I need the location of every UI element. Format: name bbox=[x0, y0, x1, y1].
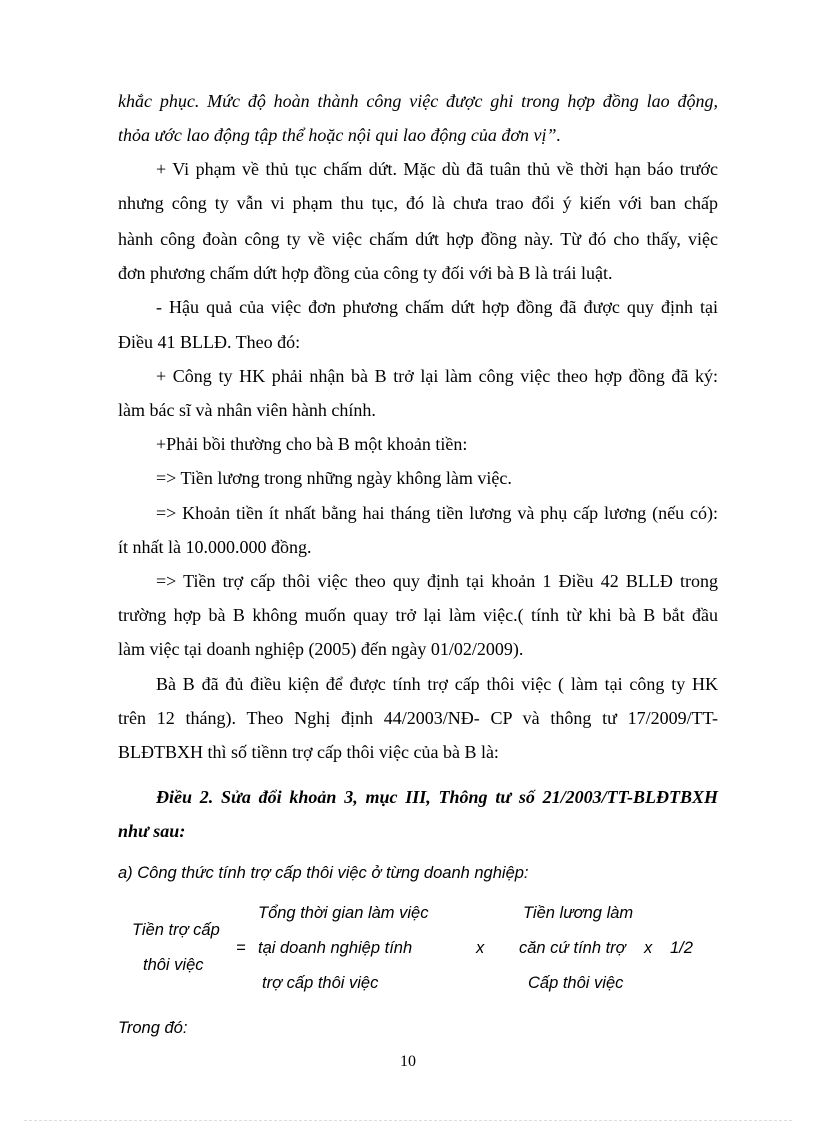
paragraph-line: => Tiền lương trong những ngày không làm việc. bbox=[156, 468, 512, 488]
paragraph-line: BLĐTBXH thì số tiềnn trợ cấp thôi việc của bà B là: bbox=[118, 742, 499, 762]
formula-term: tại doanh nghiệp tính bbox=[258, 939, 413, 957]
paragraph-line: ít nhất là 10.000.000 đồng. bbox=[118, 537, 312, 557]
formula-equals: = bbox=[236, 939, 246, 957]
paragraph-line: đơn phương chấm dứt hợp đồng của công ty đối với bà B là trái luật. bbox=[118, 263, 613, 283]
paragraph-line: Bà B đã đủ điều kiện để được tính trợ cấp thôi việc ( làm tại công ty HK bbox=[156, 674, 718, 694]
formula-lhs: thôi việc bbox=[143, 956, 204, 974]
formula-term: trợ cấp thôi việc bbox=[262, 974, 379, 992]
formula-intro: a) Công thức tính trợ cấp thôi việc ở từng doanh nghiệp: bbox=[118, 864, 529, 882]
paragraph-line: - Hậu quả của việc đơn phương chấm dứt hợp đồng đã được quy định tại bbox=[156, 297, 718, 317]
paragraph-line: +Phải bồi thường cho bà B một khoản tiền: bbox=[156, 434, 468, 454]
section-heading-continued: như sau: bbox=[118, 821, 186, 841]
formula-times: x bbox=[476, 939, 485, 957]
paragraph-line: thỏa ước lao động tập thể hoặc nội qui lao động của đơn vị”. bbox=[118, 125, 561, 145]
paragraph-line: hành công đoàn công ty về việc chấm dứt hợp đồng này. Từ đó cho thấy, việc bbox=[118, 229, 718, 249]
formula-term: Cấp thôi việc bbox=[528, 974, 624, 992]
paragraph-line: => Tiền trợ cấp thôi việc theo quy định tại khoản 1 Điều 42 BLLĐ trong bbox=[156, 571, 718, 591]
formula-lhs: Tiền trợ cấp bbox=[132, 921, 220, 939]
paragraph-line: làm bác sĩ và nhân viên hành chính. bbox=[118, 400, 376, 420]
paragraph-line: + Công ty HK phải nhận bà B trở lại làm công việc theo hợp đồng đã ký: bbox=[156, 366, 718, 386]
section-heading: Điều 2. Sửa đổi khoản 3, mục III, Thông tư số 21/2003/TT-BLĐTBXH bbox=[156, 787, 718, 807]
paragraph-line: Điều 41 BLLĐ. Theo đó: bbox=[118, 332, 301, 352]
paragraph-line: trường hợp bà B không muốn quay trở lại làm việc.( tính từ khi bà B bắt đầu bbox=[118, 605, 718, 625]
paragraph-line: nhưng công ty vẫn vi phạm thu tục, đó là chưa trao đổi ý kiến với ban chấp bbox=[118, 193, 718, 213]
formula-term: Tiền lương làm bbox=[523, 904, 634, 922]
page-bottom-divider bbox=[24, 1120, 792, 1121]
formula-factor: 1/2 bbox=[670, 939, 693, 957]
formula-term: căn cứ tính trợ bbox=[519, 939, 626, 957]
page-number: 10 bbox=[400, 1053, 416, 1070]
paragraph-line: => Khoản tiền ít nhất bằng hai tháng tiền lương và phụ cấp lương (nếu có): bbox=[156, 503, 718, 523]
trong-do-label: Trong đó: bbox=[118, 1019, 188, 1037]
paragraph-line: trên 12 tháng). Theo Nghị định 44/2003/NĐ- CP và thông tư 17/2009/TT- bbox=[118, 708, 718, 728]
paragraph-line: làm việc tại doanh nghiệp (2005) đến ngày 01/02/2009). bbox=[118, 639, 524, 659]
paragraph-line: + Vi phạm về thủ tục chấm dứt. Mặc dù đã tuân thủ về thời hạn báo trước bbox=[156, 159, 718, 179]
formula-times: x bbox=[644, 939, 653, 957]
paragraph-line: khắc phục. Mức độ hoàn thành công việc được ghi trong hợp đồng lao động, bbox=[118, 91, 718, 111]
formula-term: Tổng thời gian làm việc bbox=[258, 904, 429, 922]
